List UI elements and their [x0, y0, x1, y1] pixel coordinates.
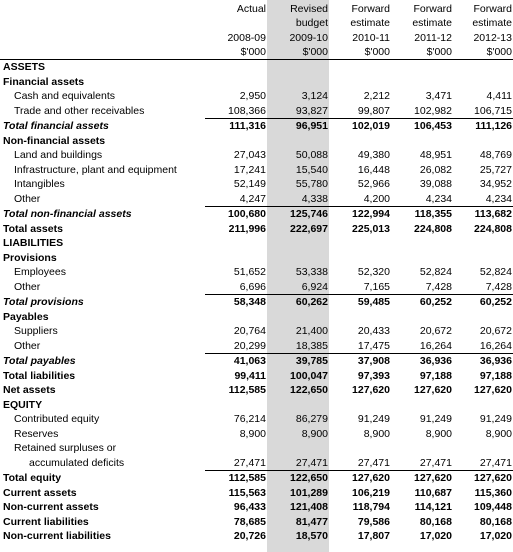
value-cell: [391, 398, 453, 413]
value-cell: 106,453: [414, 120, 452, 133]
value-cell: 222,697: [290, 222, 328, 235]
row-label: Total provisions: [3, 296, 84, 308]
value-cell: 78,685: [233, 515, 266, 528]
value-cell: 17,020: [479, 530, 512, 543]
value-cell: 3,471: [425, 90, 452, 103]
section-heading-row: [0, 398, 513, 413]
line-item-row: [0, 265, 513, 280]
line-item-row: [0, 324, 513, 339]
value-cell: 86,279: [295, 413, 328, 426]
line-item-row: [0, 456, 513, 471]
value-cell: [267, 398, 329, 413]
value-cell: 16,448: [357, 163, 390, 176]
value-cell: 100,680: [228, 208, 266, 221]
value-cell: [453, 441, 513, 456]
value-cell: 106,715: [453, 104, 513, 119]
section-heading-row: [0, 60, 513, 75]
value-cell: 112,585: [228, 384, 266, 397]
value-cell: 121,408: [290, 501, 328, 514]
value-cell: [329, 398, 391, 413]
value-cell: 52,320: [357, 266, 390, 279]
row-label: Cash and equivalents: [14, 90, 115, 103]
value-cell: [391, 60, 453, 75]
value-cell: 52,966: [357, 178, 390, 191]
value-cell: 127,620: [414, 472, 452, 485]
col-header-line1: Forward: [351, 2, 390, 15]
value-cell: 127,620: [474, 472, 512, 485]
value-cell: 49,380: [357, 149, 390, 162]
value-cell: 20,672: [479, 325, 512, 338]
subtotal-row: [0, 295, 513, 310]
value-cell: 127,620: [474, 384, 512, 397]
row-label: Net assets: [3, 384, 56, 397]
row-label: Total liabilities: [3, 369, 76, 382]
balance-sheet-table: [0, 1, 513, 544]
value-cell: 8,900: [363, 427, 390, 440]
value-cell: [453, 60, 513, 75]
value-cell: [391, 310, 453, 325]
value-cell: 8,900: [301, 427, 328, 440]
value-cell: 225,013: [352, 222, 390, 235]
value-cell: [453, 134, 513, 149]
value-cell: 96,433: [233, 501, 266, 514]
line-item-row: [0, 104, 513, 119]
value-cell: 52,824: [419, 266, 452, 279]
col-header-unit: $'000: [329, 45, 391, 60]
value-cell: 20,299: [205, 339, 267, 354]
col-header-unit: $'000: [267, 45, 329, 60]
col-header-year: 2008-09: [227, 31, 266, 44]
value-cell: 50,088: [295, 149, 328, 162]
value-cell: 99,411: [234, 369, 266, 382]
value-cell: 93,827: [267, 104, 329, 119]
value-cell: 3,124: [301, 90, 328, 103]
value-cell: 106,219: [352, 486, 390, 499]
value-cell: [453, 310, 513, 325]
value-cell: 115,563: [228, 486, 266, 499]
total-row: [0, 500, 513, 515]
value-cell: 26,082: [419, 163, 452, 176]
value-cell: 76,214: [233, 413, 266, 426]
value-cell: 112,585: [228, 472, 266, 485]
value-cell: [453, 75, 513, 90]
value-cell: [391, 75, 453, 90]
value-cell: 122,994: [352, 208, 390, 221]
value-cell: 17,807: [357, 530, 390, 543]
value-cell: 41,063: [233, 355, 266, 368]
value-cell: 111,126: [475, 120, 512, 133]
value-cell: [391, 236, 453, 251]
value-cell: [205, 251, 267, 266]
value-cell: 97,393: [357, 369, 390, 382]
value-cell: 115,360: [474, 486, 512, 499]
value-cell: 20,764: [233, 325, 266, 338]
header-spacer: [0, 45, 205, 60]
value-cell: 55,780: [295, 178, 328, 191]
value-cell: 60,252: [479, 296, 512, 309]
value-cell: [391, 134, 453, 149]
total-row: [0, 486, 513, 501]
col-header-year: 2012-13: [473, 31, 512, 44]
value-cell: 4,411: [486, 90, 512, 103]
value-cell: 81,477: [295, 515, 328, 528]
row-label: Current assets: [3, 486, 77, 499]
value-cell: [205, 398, 267, 413]
value-cell: 27,471: [329, 456, 391, 471]
row-label: Non-current assets: [3, 501, 99, 514]
value-cell: 113,682: [474, 208, 512, 221]
value-cell: 4,247: [205, 192, 267, 207]
line-item-row: [0, 412, 513, 427]
row-label: Payables: [3, 310, 49, 323]
value-cell: [391, 251, 453, 266]
value-cell: 224,808: [474, 222, 512, 235]
value-cell: [267, 134, 329, 149]
subsection-heading-row: [0, 251, 513, 266]
col-header-line1: Revised: [290, 2, 328, 15]
row-label: Other: [14, 281, 41, 293]
col-header-unit: $'000: [453, 45, 513, 60]
row-label: Provisions: [3, 251, 57, 264]
total-row: [0, 383, 513, 398]
value-cell: 4,200: [329, 192, 391, 207]
value-cell: [267, 310, 329, 325]
line-item-row: [0, 89, 513, 104]
value-cell: 110,687: [414, 486, 452, 499]
col-header-line2: estimate: [472, 17, 512, 29]
value-cell: 7,428: [453, 280, 513, 295]
row-label: EQUITY: [3, 398, 43, 411]
line-item-row: [0, 339, 513, 354]
value-cell: 20,433: [357, 325, 390, 338]
row-label: Non-financial assets: [3, 134, 106, 147]
value-cell: 109,448: [474, 501, 512, 514]
value-cell: 80,168: [479, 515, 512, 528]
value-cell: [329, 134, 391, 149]
value-cell: 59,485: [357, 296, 390, 309]
value-cell: 7,165: [329, 280, 391, 295]
header-row-units: [0, 45, 513, 60]
value-cell: 108,366: [205, 104, 267, 119]
value-cell: 99,807: [329, 104, 391, 119]
row-label: Total financial assets: [3, 120, 109, 132]
subsection-heading-row: [0, 75, 513, 90]
value-cell: 102,982: [391, 104, 453, 119]
value-cell: 27,043: [233, 149, 266, 162]
value-cell: 20,672: [419, 325, 452, 338]
value-cell: 25,727: [479, 163, 512, 176]
value-cell: 52,149: [233, 178, 266, 191]
row-label: Trade and other receivables: [14, 105, 145, 117]
value-cell: 27,471: [391, 456, 453, 471]
value-cell: 96,951: [295, 120, 328, 133]
subtotal-row: [0, 207, 513, 222]
value-cell: 102,019: [352, 120, 390, 133]
value-cell: 127,620: [352, 472, 390, 485]
value-cell: 118,794: [352, 501, 390, 514]
col-header-year: 2011-12: [414, 31, 452, 44]
col-header-unit: $'000: [205, 45, 267, 60]
row-label: Total payables: [3, 355, 76, 367]
row-label: accumulated deficits: [29, 457, 125, 469]
row-label: LIABILITIES: [3, 237, 64, 250]
value-cell: 79,586: [357, 515, 390, 528]
value-cell: 122,650: [290, 384, 328, 397]
value-cell: 34,952: [479, 178, 512, 191]
value-cell: 122,650: [290, 472, 328, 485]
row-label: Current liabilities: [3, 515, 89, 528]
row-label: Infrastructure, plant and equipment: [14, 163, 177, 176]
value-cell: [205, 134, 267, 149]
value-cell: [267, 251, 329, 266]
subtotal-row: [0, 354, 513, 369]
header-row-2: [0, 16, 513, 31]
value-cell: 114,121: [414, 501, 452, 514]
value-cell: 60,252: [419, 296, 452, 309]
value-cell: 4,338: [267, 192, 329, 207]
header-spacer: [0, 16, 205, 31]
value-cell: 39,088: [419, 178, 452, 191]
value-cell: 18,385: [267, 339, 329, 354]
value-cell: 15,540: [295, 163, 328, 176]
value-cell: [205, 60, 267, 75]
subtotal-row: [0, 119, 513, 134]
row-label: Reserves: [14, 427, 59, 440]
value-cell: 2,950: [239, 90, 266, 103]
value-cell: 4,234: [453, 192, 513, 207]
col-header-unit: $'000: [391, 45, 453, 60]
row-label: Total non-financial assets: [3, 208, 132, 220]
col-header-line2: estimate: [350, 17, 390, 29]
line-item-row: [0, 163, 513, 178]
value-cell: 36,936: [419, 355, 452, 368]
value-cell: 17,020: [419, 530, 452, 543]
subsection-heading-row: [0, 134, 513, 149]
value-cell: [267, 75, 329, 90]
total-row: [0, 529, 513, 544]
value-cell: [205, 310, 267, 325]
section-heading-row: [0, 236, 513, 251]
value-cell: 37,908: [357, 355, 390, 368]
value-cell: [267, 60, 329, 75]
value-cell: [329, 236, 391, 251]
value-cell: [391, 441, 453, 456]
value-cell: 80,168: [419, 515, 452, 528]
value-cell: [453, 251, 513, 266]
header-row-3: [0, 30, 513, 45]
value-cell: 8,900: [485, 427, 512, 440]
row-label: Total equity: [3, 472, 62, 484]
line-item-row: [0, 177, 513, 192]
total-row: [0, 471, 513, 486]
row-label: Suppliers: [14, 325, 58, 338]
value-cell: 127,620: [352, 384, 390, 397]
value-cell: 8,900: [425, 427, 452, 440]
row-label: Other: [14, 193, 41, 205]
value-cell: [205, 236, 267, 251]
value-cell: 48,951: [419, 149, 452, 162]
line-item-row: [0, 441, 513, 456]
value-cell: 27,471: [205, 456, 267, 471]
value-cell: 27,471: [453, 456, 513, 471]
value-cell: 97,188: [419, 369, 452, 382]
value-cell: 48,769: [479, 149, 512, 162]
value-cell: 8,900: [239, 427, 266, 440]
value-cell: [453, 236, 513, 251]
value-cell: [329, 441, 391, 456]
value-cell: [329, 60, 391, 75]
value-cell: 17,475: [329, 339, 391, 354]
value-cell: 111,316: [229, 120, 266, 133]
value-cell: [453, 398, 513, 413]
value-cell: 20,726: [233, 530, 266, 543]
value-cell: 27,471: [267, 456, 329, 471]
value-cell: 211,996: [228, 222, 266, 235]
col-header-line2: budget: [295, 17, 328, 29]
col-header-line2: estimate: [412, 17, 452, 29]
header-spacer: [0, 30, 205, 45]
table-body: [0, 1, 513, 544]
value-cell: [205, 441, 267, 456]
total-row: [0, 222, 513, 237]
row-label: Financial assets: [3, 75, 85, 88]
value-cell: 100,047: [290, 369, 328, 382]
line-item-row: [0, 280, 513, 295]
row-label: Intangibles: [14, 178, 65, 191]
header-row-1: [0, 1, 513, 16]
value-cell: 52,824: [479, 266, 512, 279]
row-label: Contributed equity: [14, 413, 100, 426]
value-cell: 39,785: [295, 355, 328, 368]
value-cell: [329, 75, 391, 90]
value-cell: 7,428: [391, 280, 453, 295]
row-label: Non-current liabilities: [3, 530, 111, 543]
total-row: [0, 515, 513, 530]
row-label: Retained surpluses or: [14, 442, 117, 455]
row-label: Land and buildings: [14, 149, 103, 162]
value-cell: 16,264: [453, 339, 513, 354]
value-cell: 97,188: [479, 369, 512, 382]
subsection-heading-row: [0, 310, 513, 325]
col-header-line1: Forward: [473, 2, 512, 15]
line-item-row: [0, 427, 513, 442]
row-label: Other: [14, 340, 41, 352]
value-cell: 6,924: [267, 280, 329, 295]
line-item-row: [0, 148, 513, 163]
value-cell: 91,249: [419, 413, 452, 426]
value-cell: 91,249: [357, 413, 390, 426]
row-label: Total assets: [3, 222, 63, 235]
value-cell: 58,348: [233, 296, 266, 309]
line-item-row: [0, 192, 513, 207]
value-cell: [205, 75, 267, 90]
value-cell: [329, 310, 391, 325]
value-cell: 4,234: [391, 192, 453, 207]
header-spacer: [0, 1, 205, 16]
value-cell: 60,262: [295, 296, 328, 309]
value-cell: 16,264: [391, 339, 453, 354]
value-cell: 127,620: [414, 384, 452, 397]
value-cell: 91,249: [479, 413, 512, 426]
row-label: ASSETS: [3, 61, 46, 74]
value-cell: [267, 236, 329, 251]
value-cell: [329, 251, 391, 266]
total-row: [0, 369, 513, 384]
value-cell: 51,652: [233, 266, 266, 279]
value-cell: 21,400: [295, 325, 328, 338]
value-cell: 125,746: [290, 208, 328, 221]
value-cell: 224,808: [414, 222, 452, 235]
value-cell: [267, 441, 329, 456]
value-cell: 101,289: [290, 486, 328, 499]
col-header-line2: [205, 16, 267, 31]
value-cell: 6,696: [205, 280, 267, 295]
col-header-line1: Actual: [236, 2, 266, 15]
row-label: Employees: [14, 266, 66, 279]
value-cell: 17,241: [233, 163, 266, 176]
col-header-year: 2009-10: [289, 31, 328, 44]
value-cell: 36,936: [479, 355, 512, 368]
value-cell: 18,570: [295, 530, 328, 543]
col-header-line1: Forward: [413, 2, 452, 15]
value-cell: 118,355: [414, 208, 452, 221]
col-header-year: 2010-11: [352, 31, 390, 44]
value-cell: 2,212: [363, 90, 390, 103]
value-cell: 53,338: [295, 266, 328, 279]
